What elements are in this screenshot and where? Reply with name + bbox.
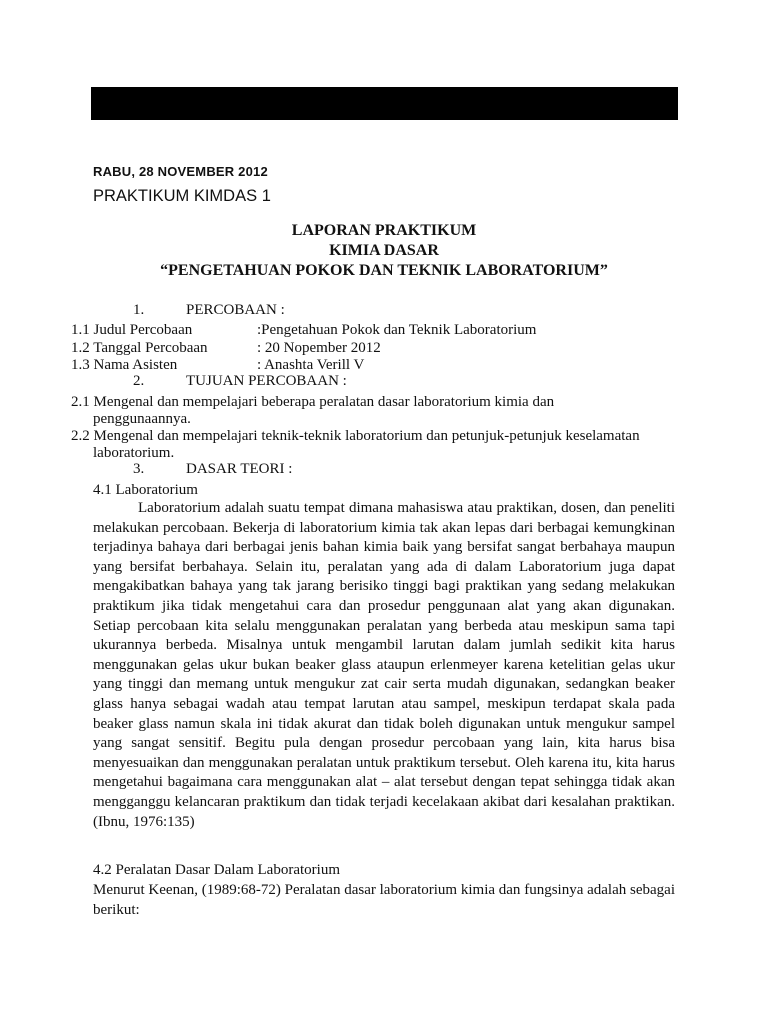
subsection-paragraph: Menurut Keenan, (1989:68-72) Peralatan dasar laboratorium kimia dan fungsinya adalah sebagai berikut:	[93, 882, 675, 918]
report-heading-1: LAPORAN PRAKTIKUM	[291, 222, 477, 239]
section2-item-line: penggunaannya.	[93, 411, 191, 427]
subsection-paragraph: Laboratorium adalah suatu tempat dimana mahasiswa atau praktikan, dosen, dan peneliti melakukan percobaan. Bekerja di laboratorium kimia tak akan lepas dari berbagai kemungkinan terjadinya bahaya dari berbagai jenis bahan kimia baik yang bersifat sangat berbahaya maupun yang bersifat berbahaya. Selain itu, peralatan yang ada di dalam Laboratorium juga dapat mengakibatkan bahaya yang tak jarang berisiko tinggi bagi praktikan yang sedang melakukan praktikum jika tidak mengetahui cara dan prosedur penggunaan alat yang akan digunakan. Setiap percobaan kita selalu menggunakan peralatan yang berbeda atau meskipun sama tapi ukurannya berbeda. Misalnya untuk mengambil larutan dalam jumlah sedikit kita harus menggunakan gelas ukur bukan beaker glass ataupun erlenmeyer karena ketelitian gelas ukur yang tinggi dan memang untuk mengukur zat cair serta mudah digunakan, sedangkan beaker glass hanya sebagai wadah atau tempat larutan atau sampel, meskipun terdapat skala pada beaker glass namun skala ini tidak akurat dan tidak boleh digunakan untuk mengukur sampel yang sangat sensitif. Begitu pula dengan prosedur percobaan yang lain, kita harus bisa menyesuaikan dan menggunakan peralatan untuk praktikum tersebut. Oleh karena itu, kita harus mengetahui bagaimana cara menggunakan alat – alat tersebut dengan tepat sehingga tidak akan mengganggu kelancaran praktikum dan tidak terjadi kecelakaan akibat dari kesalahan praktikan. (Ibnu, 1976:135)	[93, 500, 675, 830]
subsection-title: 4.2 Peralatan Dasar Dalam Laboratorium	[93, 862, 340, 878]
section1-item-label: 1.3 Nama Asisten	[71, 357, 178, 373]
section1-item-value: : Anashta Verill V	[257, 357, 365, 373]
section2-number: 2.	[133, 373, 145, 389]
post-date: RABU, 28 NOVEMBER 2012	[93, 164, 268, 179]
section1-item-label: 1.2 Tanggal Percobaan	[71, 340, 208, 356]
section1-item-value: : 20 Nopember 2012	[257, 340, 381, 356]
section1-item-value: :Pengetahuan Pokok dan Teknik Laboratorium	[257, 322, 537, 338]
section1-title: PERCOBAAN :	[186, 302, 285, 318]
section3-number: 3.	[133, 461, 145, 477]
post-title: PRAKTIKUM KIMDAS 1	[93, 187, 271, 205]
section2-title: TUJUAN PERCOBAAN :	[186, 373, 347, 389]
section2-item-line: 2.2 Mengenal dan mempelajari teknik-teknik laboratorium dan petunjuk-petunjuk keselamatan	[71, 428, 640, 444]
header-bar	[91, 87, 678, 120]
report-heading-2: KIMIA DASAR	[329, 242, 439, 259]
section2-item-line: 2.1 Mengenal dan mempelajari beberapa peralatan dasar laboratorium kimia dan	[71, 394, 555, 410]
section2-item-line: laboratorium.	[93, 445, 175, 461]
section1-item-label: 1.1 Judul Percobaan	[71, 322, 193, 338]
report-heading-3: “PENGETAHUAN POKOK DAN TEKNIK LABORATORIUM”	[160, 262, 608, 279]
subsection-title: 4.1 Laboratorium	[93, 482, 198, 498]
section1-number: 1.	[133, 302, 145, 318]
section3-title: DASAR TEORI :	[186, 461, 293, 477]
